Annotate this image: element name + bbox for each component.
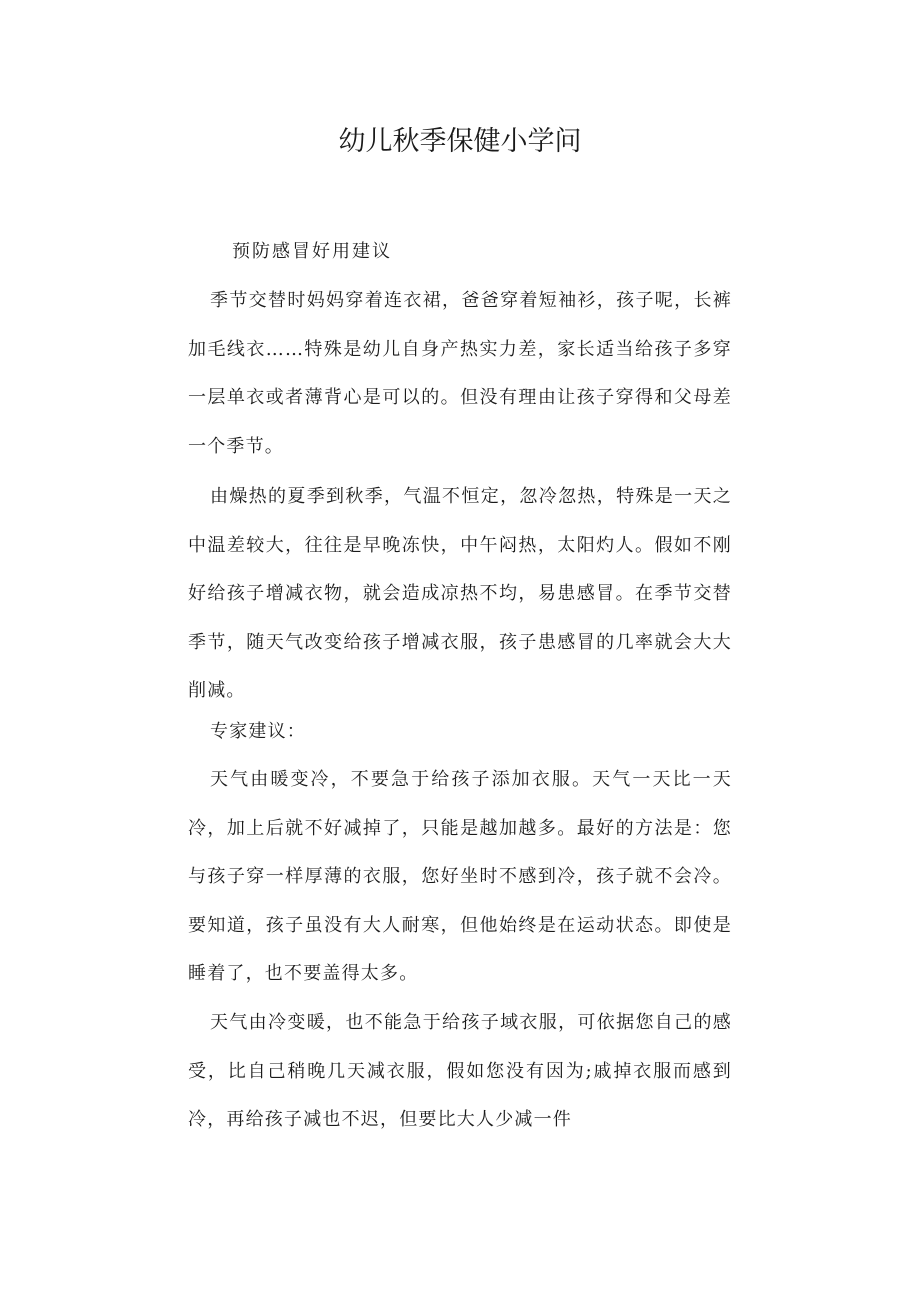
paragraph: 季节交替时妈妈穿着连衣裙，爸爸穿着短袖衫，孩子呢，长裤加毛线衣……特殊是幼儿自身产热实力差，家长适当给孩子多穿一层单衣或者薄背心是可以的。但没有理由让孩子穿得和父母差一个季节。 bbox=[188, 290, 732, 457]
paragraph-block bbox=[188, 999, 732, 1145]
expert-advice-label: 专家建议： bbox=[210, 721, 306, 742]
paragraph-block bbox=[188, 756, 732, 999]
paragraph-block bbox=[188, 473, 732, 716]
paragraph: 天气由冷变暖，也不能急于给孩子域衣服，可依据您自己的感受，比自己稍晚几天减衣服，假如您没有因为;戚掉衣服而感到冷，再给孩子减也不迟，但要比大人少减一件 bbox=[188, 1012, 732, 1131]
paragraph: 天气由暖变冷，不要急于给孩子添加衣服。天气一天比一天冷，加上后就不好减掉了，只能是越加越多。最好的方法是：您与孩子穿一样厚薄的衣服，您好坐时不感到冷，孩子就不会冷。要知道，孩子虽没有大人耐寒，但他始终是在运动状态。即使是睡着了，也不要盖得太多。 bbox=[188, 769, 732, 985]
expert-advice-label-block bbox=[188, 708, 732, 757]
paragraph-block bbox=[188, 277, 732, 471]
section-heading: 预防感冒好用建议 bbox=[232, 241, 392, 262]
paragraph: 由燥热的夏季到秋季，气温不恒定，忽冷忽热，特殊是一天之中温差较大，往往是早晚冻快，中午闷热，太阳灼人。假如不刚好给孩子增减衣物，就会造成凉热不均，易患感冒。在季节交替季节，随天气改变给孩子增减衣服，孩子患感冒的几率就会大大削减。 bbox=[188, 486, 732, 702]
document-title: 幼儿秋季保健小学问 bbox=[338, 126, 582, 157]
